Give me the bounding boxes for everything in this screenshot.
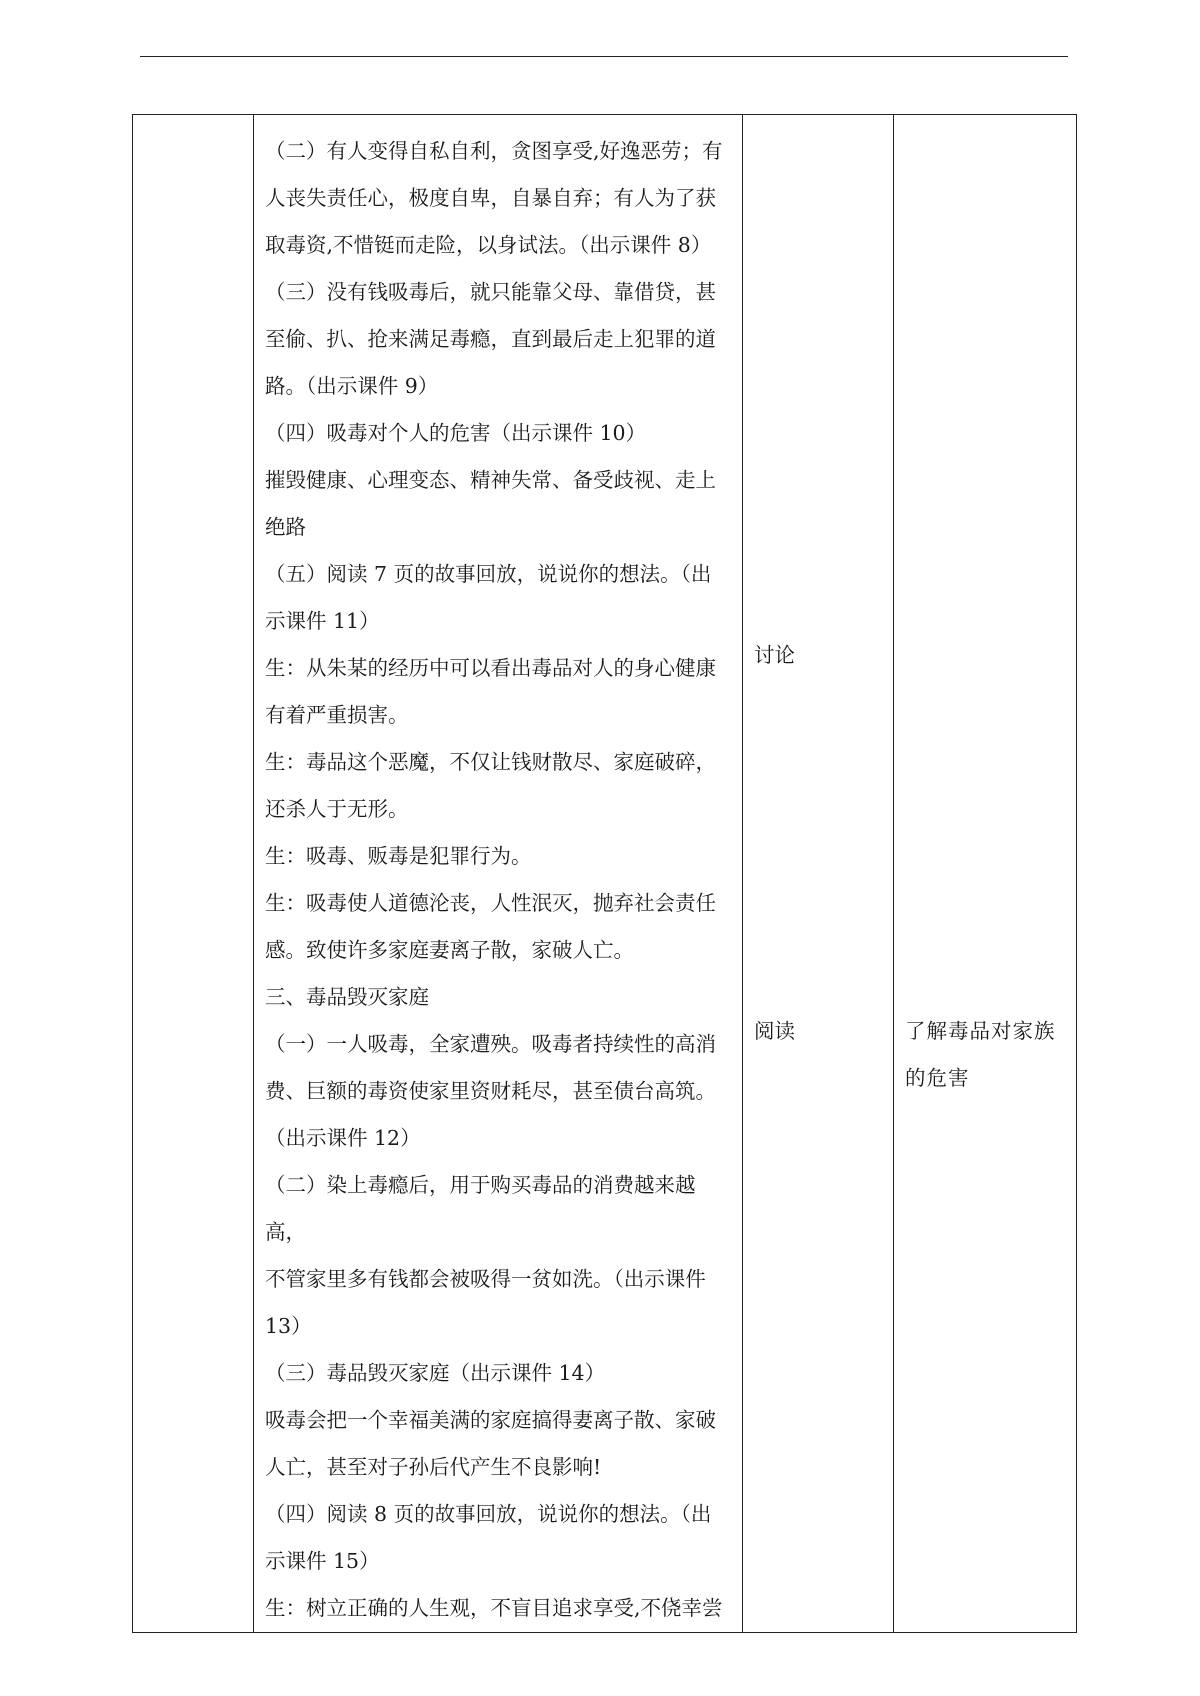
content-line: 不管家里多有钱都会被吸得一贫如洗。（出示课件 <box>265 1267 706 1291</box>
content-line: 生：吸毒使人道德沦丧，人性泯灭，抛弃社会责任 <box>265 891 716 915</box>
content-line: 人亡，甚至对子孙后代产生不良影响! <box>265 1455 602 1479</box>
goal-line-1: 了解毒品对家族 <box>905 1019 1056 1043</box>
content-cell <box>254 115 743 1633</box>
content-line: 人丧失责任心，极度自卑，自暴自弃；有人为了获 <box>265 186 716 210</box>
content-line: 还杀人于无形。 <box>265 797 409 821</box>
content-line: 至偷、扒、抢来满足毒瘾，直到最后走上犯罪的道 <box>265 327 716 351</box>
goal-cell <box>894 115 1077 1633</box>
content-lines <box>254 115 742 1632</box>
content-line: 三、毒品毁灭家庭 <box>265 985 429 1009</box>
content-line: 摧毁健康、心理变态、精神失常、备受歧视、走上 <box>265 468 716 492</box>
content-line: 生：树立正确的人生观，不盲目追求享受,不侥幸尝 <box>265 1596 723 1620</box>
content-line: （二）有人变得自私自利，贪图享受,好逸恶劳；有 <box>265 139 723 163</box>
content-line: （二）染上毒瘾后，用于购买毒品的消费越来越高， <box>265 1173 696 1244</box>
content-line: （四）阅读 8 页的故事回放，说说你的想法。（出 <box>265 1502 712 1526</box>
content-line: （一）一人吸毒，全家遭殃。吸毒者持续性的高消 <box>265 1032 716 1056</box>
goal-line-2: 的危害 <box>905 1066 970 1090</box>
content-line: 取毒资,不惜铤而走险，以身试法。（出示课件 8） <box>265 233 712 257</box>
activity-cell <box>743 115 894 1633</box>
content-line: （三）没有钱吸毒后，就只能靠父母、靠借贷，甚 <box>265 280 716 304</box>
content-line: （出示课件 12） <box>265 1126 421 1150</box>
content-line: 吸毒会把一个幸福美满的家庭搞得妻离子散、家破 <box>265 1408 716 1432</box>
content-line: 费、巨额的毒资使家里资财耗尽，甚至债台高筑。 <box>265 1079 716 1103</box>
content-line: （五）阅读 7 页的故事回放，说说你的想法。（出 <box>265 562 712 586</box>
content-line: 感。致使许多家庭妻离子散，家破人亡。 <box>265 938 634 962</box>
empty-cell <box>133 115 254 1633</box>
table-row <box>133 115 1077 1633</box>
content-line: 生：毒品这个恶魔，不仅让钱财散尽、家庭破碎， <box>265 750 716 774</box>
content-line: 生：吸毒、贩毒是犯罪行为。 <box>265 844 532 868</box>
content-line: 示课件 11） <box>265 609 380 633</box>
header-rule <box>140 56 1068 57</box>
activity-discuss: 讨论 <box>754 643 795 667</box>
content-line: 有着严重损害。 <box>265 703 409 727</box>
lesson-plan-table <box>132 114 1077 1633</box>
content-line: 13） <box>265 1314 312 1338</box>
content-line: 绝路 <box>265 515 306 539</box>
content-line: （四）吸毒对个人的危害（出示课件 10） <box>265 421 647 445</box>
content-line: 路。（出示课件 9） <box>265 374 439 398</box>
content-line: （三）毒品毁灭家庭（出示课件 14） <box>265 1361 606 1385</box>
content-line: 示课件 15） <box>265 1549 380 1573</box>
activity-read: 阅读 <box>754 1019 795 1043</box>
content-line: 生：从朱某的经历中可以看出毒品对人的身心健康 <box>265 656 716 680</box>
